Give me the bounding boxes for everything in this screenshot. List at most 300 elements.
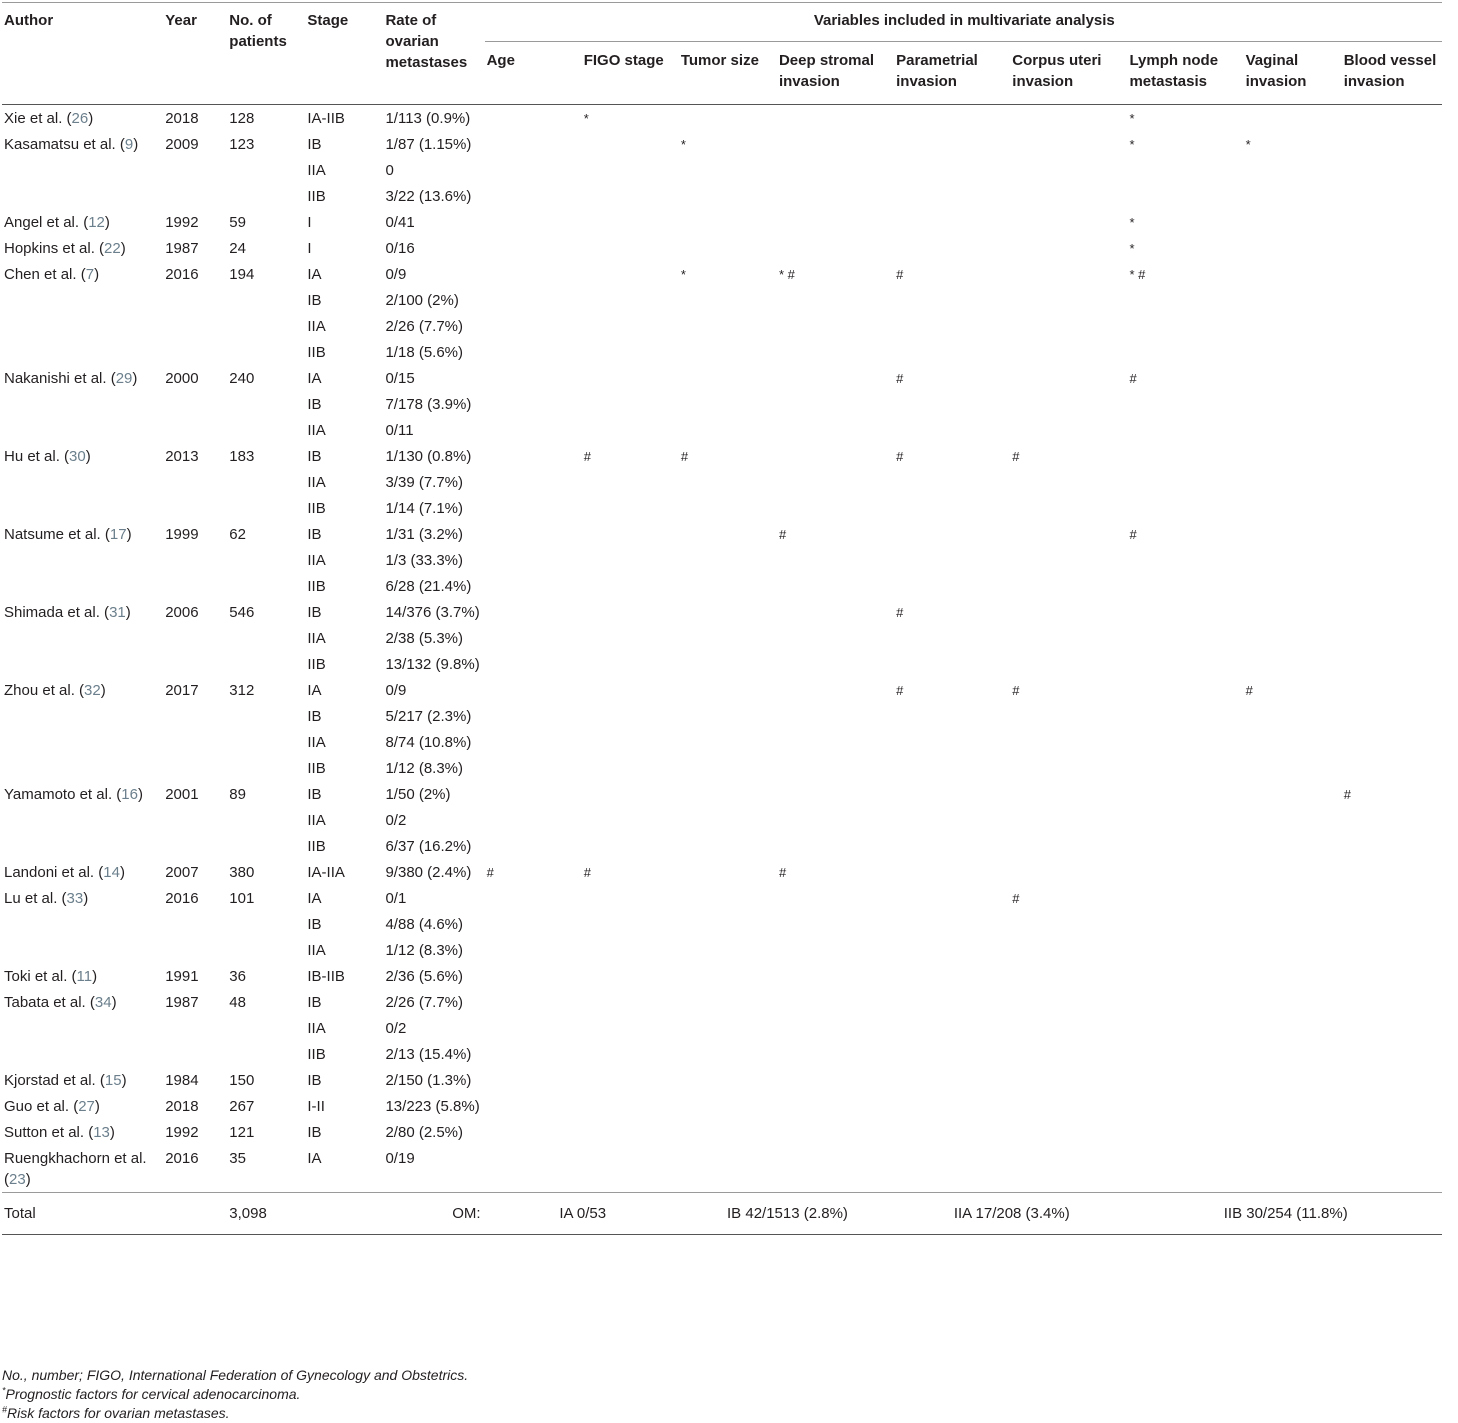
cell-stage: IB [307, 786, 322, 803]
cell-variable-mark [485, 599, 582, 625]
cell-year: 2016 [165, 890, 199, 907]
cell-stage: IA [307, 682, 322, 699]
cell-rate: 6/28 (21.4%) [385, 578, 472, 595]
cell-author [2, 287, 163, 313]
author-ref-close: ) [94, 1098, 100, 1115]
cell-year: 1987 [165, 240, 199, 257]
cell-patients: 59 [229, 214, 246, 231]
cell-variable-mark [894, 963, 1010, 989]
cell-variable-mark [582, 703, 679, 729]
cell-variable-mark [1127, 911, 1243, 937]
cell-variable-mark [777, 1119, 894, 1145]
footnote-star-mark: * [2, 1385, 6, 1396]
cell-variable-mark [1010, 729, 1127, 755]
cell-patients: 35 [229, 1150, 246, 1167]
cell-variable-mark [1244, 1093, 1342, 1119]
cell-variable-mark [1010, 469, 1127, 495]
cell-year [163, 469, 227, 495]
cell-variable-mark [777, 781, 894, 807]
cell-variable-mark [1127, 1093, 1243, 1119]
cell-variable-mark [1010, 1093, 1127, 1119]
cell-variable-mark [1127, 573, 1243, 599]
cell-variable-mark [894, 573, 1010, 599]
cell-variable-mark [1010, 859, 1127, 885]
cell-variable-mark [894, 417, 1010, 443]
cell-variable-mark [679, 937, 777, 963]
author-name: Kasamatsu et al. ( [4, 136, 125, 153]
table-row [2, 495, 1442, 521]
cell-variable-mark [679, 781, 777, 807]
author-ref-close: ) [133, 136, 139, 153]
author-ref-close: ) [137, 786, 143, 803]
cell-variable-mark [1244, 937, 1342, 963]
cell-variable-mark [894, 859, 1010, 885]
cell-stage: IIA [307, 162, 326, 179]
cell-variable-mark [582, 495, 679, 521]
cell-rate: 1/12 (8.3%) [385, 760, 464, 777]
table-row [2, 391, 1442, 417]
header-variable [1010, 42, 1127, 105]
header-variable-line1: Corpus uteri [1012, 52, 1102, 69]
cell-variable-mark [1342, 807, 1442, 833]
table-row [2, 131, 1442, 157]
cell-stage: IB [307, 136, 322, 153]
cell-variable-mark [1127, 625, 1243, 651]
cell-variable-mark [485, 651, 582, 677]
table-row [2, 443, 1442, 469]
cell-variable-mark [1010, 417, 1127, 443]
cell-variable-mark [485, 235, 582, 261]
cell-variable-mark [582, 209, 679, 235]
cell-rate: 0/15 [385, 370, 415, 387]
cell-variable-mark [485, 495, 582, 521]
cell-variable-mark [1244, 807, 1342, 833]
cell-variable-mark [485, 209, 582, 235]
table-top-rule [2, 2, 1442, 3]
cell-rate: 1/31 (3.2%) [385, 526, 464, 543]
cell-variable-mark: # [896, 605, 904, 620]
cell-variable-mark [679, 235, 777, 261]
cell-patients: 546 [229, 604, 255, 621]
cell-variable-mark [582, 521, 679, 547]
cell-variable-mark [1342, 157, 1442, 183]
cell-variable-mark [894, 651, 1010, 677]
cell-variable-mark [485, 885, 582, 911]
cell-variable-mark [777, 443, 894, 469]
cell-variable-mark [1342, 235, 1442, 261]
cell-variable-mark [485, 625, 582, 651]
cell-year: 1992 [165, 1124, 199, 1141]
cell-variable-mark: # [583, 449, 591, 464]
author-ref: 27 [78, 1098, 95, 1115]
header-rate-line1: Rate of [385, 12, 437, 29]
cell-variable-mark [679, 807, 777, 833]
cell-variable-mark [1244, 287, 1342, 313]
cell-variable-mark [1342, 729, 1442, 755]
cell-variable-mark [1342, 599, 1442, 625]
cell-variable-mark [1010, 599, 1127, 625]
author-ref: 14 [103, 864, 120, 881]
footnote-star-text: Prognostic factors for cervical adenocarcinoma. [5, 1386, 301, 1402]
cell-variable-mark [1342, 209, 1442, 235]
cell-patients: 183 [229, 448, 255, 465]
table-row [2, 1145, 1442, 1193]
cell-patients [227, 469, 305, 495]
table-row [2, 209, 1442, 235]
cell-variable-mark [894, 989, 1010, 1015]
table-row [2, 547, 1442, 573]
cell-variable-mark [894, 313, 1010, 339]
cell-variable-mark [894, 521, 1010, 547]
table-row [2, 183, 1442, 209]
header-variable-line2: invasion [1012, 73, 1074, 90]
cell-patients [227, 937, 305, 963]
cell-variable-mark [1244, 859, 1342, 885]
cell-variable-mark [1342, 105, 1442, 132]
cell-rate: 0 [385, 162, 394, 179]
cell-stage: IIB [307, 578, 326, 595]
footnote-risk [2, 1404, 230, 1422]
table-row [2, 833, 1442, 859]
cell-variable-mark: * # [1129, 267, 1146, 282]
cell-variable-mark [485, 807, 582, 833]
cell-variable-mark [582, 885, 679, 911]
cell-stage: IB [307, 1124, 322, 1141]
cell-year: 2007 [165, 864, 199, 881]
cell-variable-mark: # [896, 683, 904, 698]
cell-variable-mark [1010, 1041, 1127, 1067]
cell-variable-mark [1342, 521, 1442, 547]
author-ref: 29 [115, 370, 133, 387]
cell-variable-mark [1244, 1145, 1342, 1193]
cell-variable-mark [894, 911, 1010, 937]
cell-variable-mark [1342, 287, 1442, 313]
cell-variable-mark [485, 573, 582, 599]
cell-variable-mark [1010, 495, 1127, 521]
table-row [2, 755, 1442, 781]
cell-stage: IA [307, 370, 322, 387]
cell-variable-mark [894, 131, 1010, 157]
cell-variable-mark [777, 209, 894, 235]
cell-author [2, 1015, 163, 1041]
cell-stage: IB-IIB [307, 968, 345, 985]
author-ref: 9 [124, 136, 134, 153]
cell-variable-mark [582, 547, 679, 573]
cell-variable-mark [1127, 833, 1243, 859]
cell-patients [227, 183, 305, 209]
total-patients: 3,098 [227, 1193, 305, 1235]
cell-variable-mark [582, 677, 679, 703]
cell-author [2, 1041, 163, 1067]
cell-variable-mark [1010, 313, 1127, 339]
cell-patients [227, 495, 305, 521]
cell-variable-mark [894, 833, 1010, 859]
cell-variable-mark [1244, 339, 1342, 365]
cell-variable-mark [1010, 1067, 1127, 1093]
cell-variable-mark [1244, 547, 1342, 573]
cell-year [163, 807, 227, 833]
cell-variable-mark: * # [778, 267, 795, 282]
cell-year: 2018 [165, 1098, 199, 1115]
cell-author [2, 391, 163, 417]
header-variable-line1: Blood vessel [1343, 52, 1437, 69]
cell-rate: 9/380 (2.4%) [385, 864, 472, 881]
cell-variable-mark [679, 1145, 777, 1193]
cell-variable-mark [582, 339, 679, 365]
cell-year [163, 833, 227, 859]
cell-variable-mark [582, 1015, 679, 1041]
cell-variable-mark [1010, 755, 1127, 781]
cell-patients [227, 833, 305, 859]
table-row [2, 157, 1442, 183]
cell-variable-mark [1342, 443, 1442, 469]
cell-variable-mark [894, 547, 1010, 573]
cell-variable-mark: * [1245, 137, 1251, 152]
cell-variable-mark [582, 157, 679, 183]
cell-variable-mark: # [1343, 787, 1351, 802]
cell-variable-mark [485, 1145, 582, 1193]
cell-variable-mark [679, 339, 777, 365]
cell-rate: 1/87 (1.15%) [385, 136, 472, 153]
table-row [2, 573, 1442, 599]
cell-variable-mark [894, 781, 1010, 807]
cell-author [2, 859, 163, 885]
author-ref-close: ) [111, 994, 117, 1011]
cell-rate: 0/11 [385, 422, 414, 439]
cell-rate: 0/19 [385, 1150, 415, 1167]
cell-rate: 1/3 (33.3%) [385, 552, 464, 569]
author-name: Ruengkhachorn et al. ( [4, 1150, 147, 1188]
cell-variable-mark [485, 755, 582, 781]
cell-variable-mark [1342, 625, 1442, 651]
cell-variable-mark [1342, 833, 1442, 859]
cell-rate: 8/74 (10.8%) [385, 734, 472, 751]
cell-rate: 1/50 (2%) [385, 786, 451, 803]
cell-variable-mark [582, 651, 679, 677]
cell-rate: 1/113 (0.9%) [385, 110, 471, 127]
cell-variable-mark [777, 183, 894, 209]
cell-variable-mark [582, 287, 679, 313]
header-variable-line1: Deep stromal [778, 52, 875, 69]
total-om-label: OM: [305, 1193, 484, 1235]
cell-variable-mark [1244, 625, 1342, 651]
cell-variable-mark [1244, 1041, 1342, 1067]
cell-variable-mark [1244, 1119, 1342, 1145]
cell-stage: IIB [307, 838, 326, 855]
total-ia: IA 0/53 [485, 1193, 679, 1235]
cell-variable-mark [1127, 157, 1243, 183]
footnote-abbreviations: No., number; FIGO, International Federation of Gynecology and Obstetrics. [2, 1367, 469, 1383]
table-row [2, 365, 1442, 391]
cell-variable-mark [582, 131, 679, 157]
cell-variable-mark: * [583, 111, 589, 126]
cell-variable-mark [1342, 755, 1442, 781]
cell-variable-mark [1342, 1015, 1442, 1041]
cell-patients [227, 625, 305, 651]
cell-variable-mark [485, 1041, 582, 1067]
author-ref: 34 [94, 994, 112, 1011]
cell-variable-mark [679, 599, 777, 625]
header-variable [1127, 42, 1243, 105]
cell-variable-mark [1010, 521, 1127, 547]
table-row [2, 1015, 1442, 1041]
cell-variable-mark [1127, 807, 1243, 833]
header-author: Author [2, 0, 163, 105]
header-variable [485, 42, 582, 105]
cell-stage: I [307, 240, 312, 257]
cell-variable-mark [1244, 963, 1342, 989]
cell-patients [227, 573, 305, 599]
author-name: Lu et al. ( [4, 890, 67, 907]
cell-variable-mark [894, 807, 1010, 833]
author-ref: 31 [109, 604, 126, 621]
cell-variable-mark [1244, 573, 1342, 599]
cell-variable-mark [777, 755, 894, 781]
cell-variable-mark [679, 677, 777, 703]
cell-author [2, 131, 163, 157]
cell-variable-mark [679, 313, 777, 339]
cell-variable-mark [1244, 469, 1342, 495]
cell-patients [227, 547, 305, 573]
cell-stage: IB [307, 708, 322, 725]
table-row [2, 235, 1442, 261]
cell-patients: 150 [229, 1072, 255, 1089]
cell-author [2, 781, 163, 807]
cell-variable-mark [1127, 729, 1243, 755]
cell-patients [227, 729, 305, 755]
author-ref: 16 [121, 786, 138, 803]
cell-variable-mark [1342, 703, 1442, 729]
cell-variable-mark [485, 989, 582, 1015]
author-ref: 7 [85, 266, 95, 283]
cell-author [2, 677, 163, 703]
cell-variable-mark [679, 911, 777, 937]
author-name: Zhou et al. ( [4, 682, 85, 699]
cell-variable-mark [485, 1067, 582, 1093]
cell-stage: IIA [307, 318, 326, 335]
cell-stage: IIA [307, 630, 326, 647]
cell-patients: 194 [229, 266, 255, 283]
table-row [2, 625, 1442, 651]
cell-variable-mark [485, 937, 582, 963]
header-variable-line2: invasion [778, 73, 840, 90]
cell-variable-mark [1244, 729, 1342, 755]
table-row [2, 599, 1442, 625]
cell-variable-mark [777, 625, 894, 651]
author-ref: 26 [71, 110, 89, 127]
cell-variable-mark [582, 183, 679, 209]
cell-year [163, 495, 227, 521]
cell-variable-mark [777, 989, 894, 1015]
author-name: Hu et al. ( [4, 448, 70, 465]
cell-author [2, 235, 163, 261]
cell-variable-mark [1010, 183, 1127, 209]
cell-author [2, 911, 163, 937]
author-name: Tabata et al. ( [4, 994, 95, 1011]
cell-variable-mark [1342, 1067, 1442, 1093]
cell-variable-mark [1127, 339, 1243, 365]
cell-variable-mark [777, 1041, 894, 1067]
cell-variable-mark [894, 703, 1010, 729]
cell-variable-mark [894, 755, 1010, 781]
cell-variable-mark [1342, 963, 1442, 989]
cell-variable-mark [1244, 391, 1342, 417]
cell-stage: IIA [307, 422, 326, 439]
cell-variable-mark [1010, 781, 1127, 807]
cell-variable-mark [1127, 391, 1243, 417]
cell-variable-mark [582, 833, 679, 859]
cell-variable-mark [582, 469, 679, 495]
cell-variable-mark [485, 911, 582, 937]
author-name: Chen et al. ( [4, 266, 86, 283]
cell-author [2, 1067, 163, 1093]
cell-variable-mark [582, 807, 679, 833]
cell-variable-mark [485, 391, 582, 417]
cell-variable-mark [894, 209, 1010, 235]
cell-stage: I [307, 214, 312, 231]
cell-variable-mark [1127, 1119, 1243, 1145]
cell-variable-mark [485, 105, 582, 132]
cell-year [163, 417, 227, 443]
cell-variable-mark [894, 469, 1010, 495]
author-ref-close: ) [121, 1072, 127, 1089]
cell-variable-mark [679, 157, 777, 183]
cell-stage: IIA [307, 734, 326, 751]
author-name: Yamamoto et al. ( [4, 786, 122, 803]
cell-variable-mark [1010, 833, 1127, 859]
total-iia: IIA 17/208 (3.4%) [894, 1193, 1127, 1235]
cell-variable-mark [679, 391, 777, 417]
cell-patients [227, 157, 305, 183]
cell-variable-mark [777, 287, 894, 313]
cell-variable-mark: # [1129, 371, 1137, 386]
cell-variable-mark [894, 885, 1010, 911]
cell-variable-mark [1127, 599, 1243, 625]
cell-variable-mark [1244, 209, 1342, 235]
cell-variable-mark [1127, 677, 1243, 703]
cell-rate: 0/2 [385, 812, 407, 829]
cell-patients [227, 339, 305, 365]
cell-variable-mark: * [680, 267, 686, 282]
cell-variable-mark: * [1129, 241, 1135, 256]
cell-variable-mark: # [778, 527, 787, 542]
cell-variable-mark [777, 573, 894, 599]
table-row [2, 729, 1442, 755]
cell-stage: IA-IIB [307, 110, 345, 127]
cell-patients: 240 [229, 370, 255, 387]
cell-variable-mark [1010, 261, 1127, 287]
cell-stage: IIA [307, 552, 326, 569]
cell-variable-mark [485, 1119, 582, 1145]
cell-patients: 312 [229, 682, 255, 699]
header-rate-line3: metastases [385, 54, 468, 71]
cell-variable-mark [1244, 651, 1342, 677]
cell-variable-mark [894, 1145, 1010, 1193]
cell-variable-mark [679, 859, 777, 885]
cell-year: 2006 [165, 604, 199, 621]
table-row [2, 703, 1442, 729]
header-variable-line2: invasion [896, 73, 957, 90]
cell-variable-mark [1342, 1093, 1442, 1119]
table-row [2, 677, 1442, 703]
cell-patients [227, 417, 305, 443]
cell-variable-mark [1342, 131, 1442, 157]
header-variable-line2: metastasis [1129, 73, 1207, 90]
cell-variable-mark [1342, 1119, 1442, 1145]
cell-variable-mark [582, 1041, 679, 1067]
cell-variable-mark: # [1012, 891, 1020, 906]
cell-variable-mark [485, 833, 582, 859]
